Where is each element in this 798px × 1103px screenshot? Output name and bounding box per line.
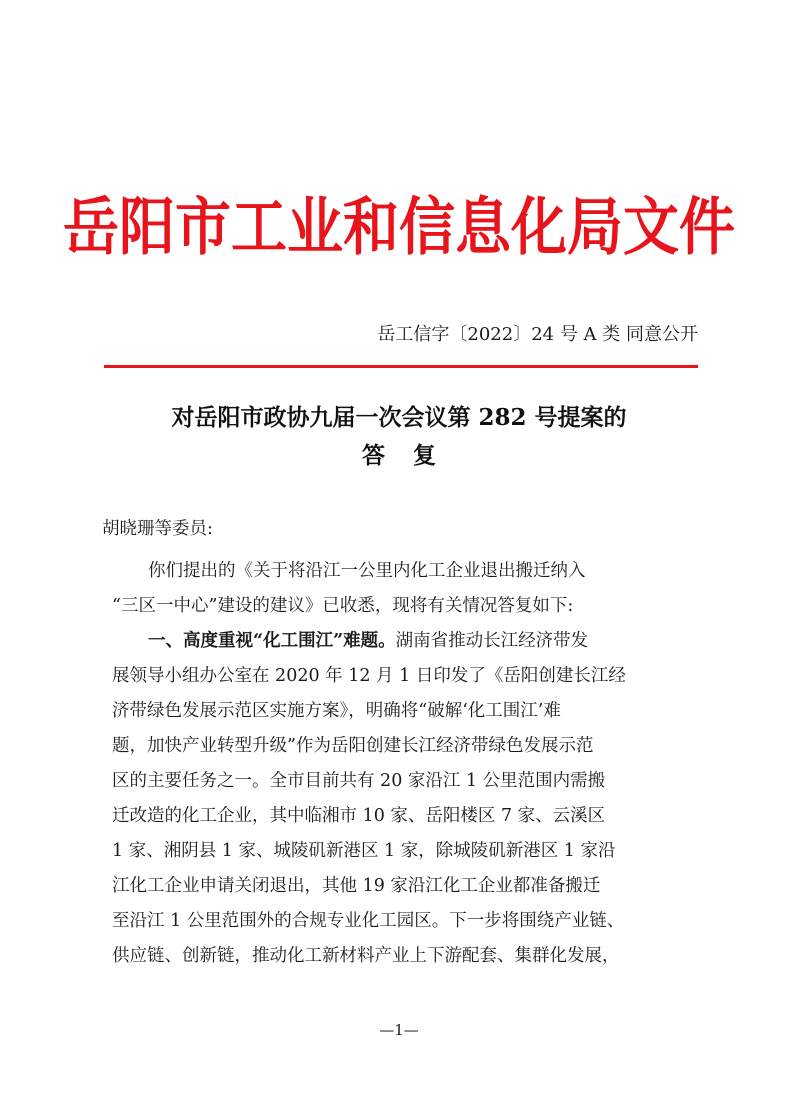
document-title-line-2: 答复 [362,442,464,469]
document-body [112,554,688,974]
intro-line-1: 你们提出的《关于将沿江一公里内化工企业退出搬迁纳入 [148,561,586,581]
section-1-line: 区的主要任务之一。全市目前共有 20 家沿江 1 公里范围内需搬 [112,771,606,791]
section-1-line: 迁改造的化工企业，其中临湘市 10 家、岳阳楼区 7 家、云溪区 [112,806,606,826]
section-1-first-line [112,624,688,659]
document-title-line-1: 对岳阳市政协九届一次会议第 282 号提案的 [171,404,627,431]
section-1-line: 至沿江 1 公里范围外的合规专业化工园区。下一步将围绕产业链、 [112,911,625,931]
section-1-line: 展领导小组办公室在 2020 年 12 月 1 日印发了《岳阳创建长江经 [112,666,626,686]
section-1-line: 题，加快产业转型升级”作为岳阳创建长江经济带绿色发展示范 [112,736,594,756]
section-1-line: 济带绿色发展示范区实施方案》，明确将“破解‘化工围江’难 [112,701,561,721]
agency-red-header: 岳阳市工业和信息化局文件 [63,190,735,265]
section-1-first-line-text: 湖南省推动长江经济带发 [395,631,589,651]
salutation: 胡晓珊等委员: [102,519,213,539]
section-1-line: 1 家、湘阴县 1 家、城陵矶新港区 1 家，除城陵矶新港区 1 家沿 [112,841,616,861]
red-divider-line [104,365,698,368]
section-1-heading: 一、高度重视“化工围江”难题。 [148,631,396,651]
page-number: —1— [379,1021,419,1039]
intro-line-2: “三区一中心”建设的建议》已收悉，现将有关情况答复如下: [112,596,574,616]
document-number: 岳工信字〔2022〕24 号 A 类 同意公开 [377,324,698,345]
section-1-line: 供应链、创新链，推动化工新材料产业上下游配套、集群化发展， [112,946,620,966]
section-1-line: 江化工企业申请关闭退出，其他 19 家沿江化工企业都准备搬迁 [112,876,601,896]
